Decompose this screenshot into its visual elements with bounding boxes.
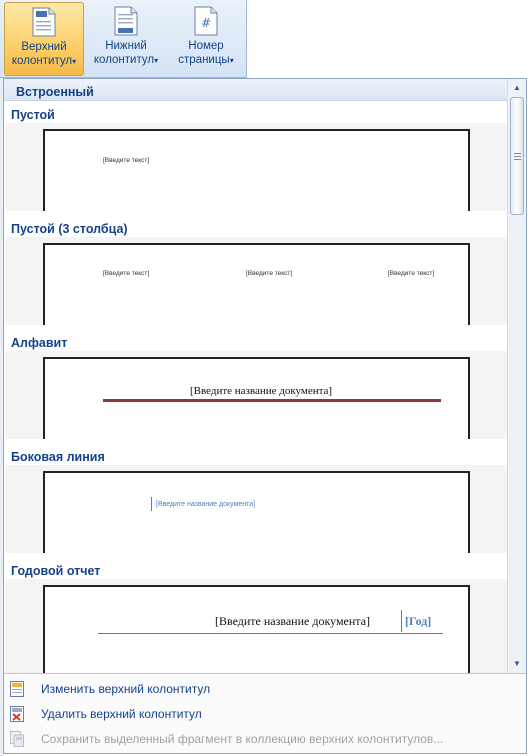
page-preview xyxy=(43,471,470,553)
placeholder-text: [Введите текст] xyxy=(388,270,435,277)
gallery-item-title: Годовой отчет xyxy=(11,564,101,578)
header-button-label-2: колонтитул xyxy=(11,55,73,67)
scrollbar-thumb[interactable] xyxy=(510,97,524,215)
gallery-item-blank[interactable] xyxy=(5,123,507,211)
svg-text:#: # xyxy=(201,16,212,30)
placeholder-text: [Введите текст] xyxy=(103,270,150,277)
chevron-down-icon: ▾ xyxy=(154,56,159,65)
scroll-up-arrow-icon[interactable]: ▲ xyxy=(513,83,521,92)
chevron-down-icon: ▾ xyxy=(229,56,234,65)
header-button-label-1: Верхний xyxy=(21,41,67,53)
gallery-item-sideline[interactable] xyxy=(5,465,507,553)
header-menu xyxy=(4,673,526,753)
grip-line xyxy=(514,159,521,160)
chevron-down-icon: ▾ xyxy=(72,57,77,66)
ribbon-group xyxy=(0,0,247,78)
footer-button-label-2: колонтитул xyxy=(93,54,155,66)
menu-item-label: Удалить верхний колонтитул xyxy=(41,707,202,721)
delete-header-icon xyxy=(10,706,24,722)
grip-line xyxy=(514,156,521,157)
gallery-item-title: Алфавит xyxy=(11,336,68,350)
page-preview xyxy=(43,243,470,325)
header-gallery xyxy=(4,79,507,673)
page-number-icon xyxy=(194,6,218,36)
gallery-item-title: Пустой xyxy=(11,108,55,122)
header-button[interactable] xyxy=(4,2,84,76)
gallery-item-title: Пустой (3 столбца) xyxy=(11,222,128,236)
gallery-item-annual-report[interactable] xyxy=(5,579,507,673)
section-header-builtin: Встроенный xyxy=(4,79,507,101)
page-preview xyxy=(43,357,470,439)
page-preview xyxy=(43,585,470,673)
gallery-item-alphabet[interactable] xyxy=(5,351,507,439)
header-gallery-dropdown xyxy=(3,78,527,754)
menu-item-save-selection xyxy=(4,727,526,751)
gallery-item-blank-3-columns[interactable] xyxy=(5,237,507,325)
divider-line xyxy=(401,610,402,632)
menu-item-label: Изменить верхний колонтитул xyxy=(41,682,211,696)
page-number-button-label-1: Номер xyxy=(188,40,224,52)
header-page-icon xyxy=(32,7,56,37)
gallery-scrollbar[interactable] xyxy=(507,79,526,673)
page-preview xyxy=(43,129,470,211)
divider-line xyxy=(98,633,443,634)
side-line xyxy=(151,497,152,511)
footer-button[interactable] xyxy=(86,2,166,76)
placeholder-text: [Введите текст] xyxy=(246,270,293,277)
placeholder-text: [Введите название документа] xyxy=(156,501,256,508)
page-number-button[interactable] xyxy=(166,2,246,76)
menu-item-edit-header[interactable] xyxy=(4,677,526,701)
placeholder-text: [Введите текст] xyxy=(103,157,150,164)
divider-line xyxy=(103,399,441,402)
footer-button-label-1: Нижний xyxy=(105,40,147,52)
page-number-button-label-2: страницы xyxy=(178,54,230,66)
placeholder-year: [Год] xyxy=(405,614,432,628)
footer-page-icon xyxy=(114,6,138,36)
grip-line xyxy=(514,153,521,154)
save-selection-icon xyxy=(10,731,24,747)
edit-header-icon xyxy=(10,681,24,697)
scroll-down-arrow-icon[interactable]: ▼ xyxy=(513,659,521,668)
menu-item-label: Сохранить выделенный фрагмент в коллекцию верхних колонтитулов... xyxy=(41,732,444,746)
placeholder-text: [Введите название документа] xyxy=(190,385,333,397)
gallery-item-title: Боковая линия xyxy=(11,450,105,464)
placeholder-text: [Введите название документа] xyxy=(215,614,371,628)
menu-item-delete-header[interactable] xyxy=(4,702,526,726)
